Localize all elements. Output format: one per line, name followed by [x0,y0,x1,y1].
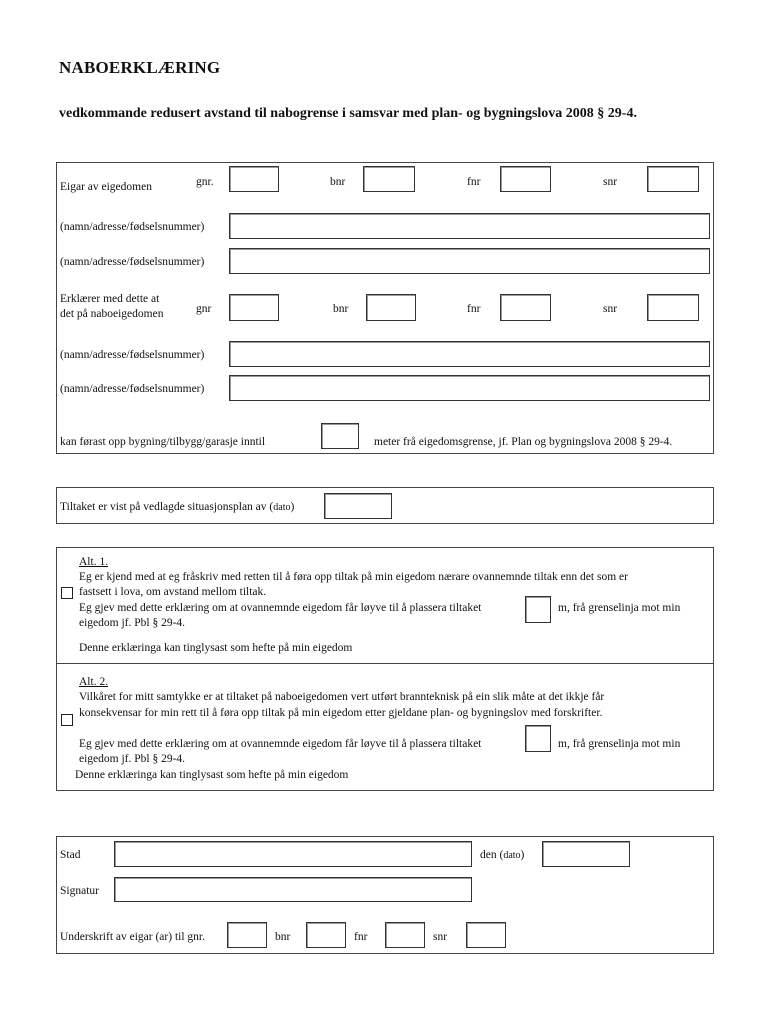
neighbour-gnr-input[interactable] [229,294,279,321]
distance-input[interactable] [321,423,359,449]
den-date-input[interactable] [542,841,630,867]
neighbour-fnr-input[interactable] [500,294,551,321]
alt1-line3: Eg gjev med dette erklæring om at ovannemnde eigedom får løyve til å plassera tiltaket [79,602,482,614]
neighbour-fnr-label: fnr [467,303,481,315]
siteplan-date-input[interactable] [324,493,392,519]
signatur-label: Signatur [60,885,99,897]
owner-name2-label: (namn/adresse/fødselsnummer) [60,256,205,268]
alt1-line2: fastsett i lova, om avstand mellom tiltak. [79,586,267,598]
alt2-distance-input[interactable] [525,725,551,752]
neighbour-bnr-label: bnr [333,303,349,315]
alt1-heading: Alt. 1. [79,556,109,568]
page-title: NABOERKLÆRING [59,58,221,77]
siteplan-text-main: Tiltaket er vist på vedlagde situasjonsplan av ( [60,501,274,513]
neighbour-name2-input[interactable] [229,375,710,401]
owner-name1-label: (namn/adresse/fødselsnummer) [60,221,205,233]
neighbour-gnr-label: gnr [196,303,212,315]
underskrift-fnr-input[interactable] [385,922,425,948]
neighbour-bnr-input[interactable] [366,294,416,321]
neighbour-name2-label: (namn/adresse/fødselsnummer) [60,383,205,395]
stad-label: Stad [60,849,81,861]
signatur-input[interactable] [114,877,472,902]
owner-bnr-input[interactable] [363,166,415,192]
distance-text-left: kan førast opp bygning/tilbygg/garasje inntil [60,436,266,448]
siteplan-text [60,500,294,515]
owner-fnr-label: fnr [467,176,481,188]
neighbour-name1-input[interactable] [229,341,710,367]
alt1-line3-right: m, frå grenselinja mot min [558,602,681,614]
den-dato: dato [503,850,521,861]
siteplan-close: ) [290,501,295,513]
stad-input[interactable] [114,841,472,867]
neighbour-snr-label: snr [603,303,618,315]
underskrift-bnr-input[interactable] [306,922,346,948]
alt2-line3-right: m, frå grenselinja mot min [558,738,681,750]
den-text: den ( [480,849,504,861]
alt1-checkbox[interactable] [61,587,73,599]
underskrift-snr-input[interactable] [466,922,506,948]
alt1-line5: Denne erklæringa kan tinglysast som hefte på min eigedom [79,642,353,654]
alt2-checkbox[interactable] [61,714,73,726]
den-label [480,848,524,863]
page-subtitle: vedkommande redusert avstand til nabogrense i samsvar med plan- og bygningslova 2008 § 29-4. [59,106,637,121]
alt2-line2: konsekvensar for min rett til å føra opp tiltak på min eigedom etter gjeldane plan- og bygningslov med forskrifter. [79,707,603,719]
owner-snr-label: snr [603,176,618,188]
owner-bnr-label: bnr [330,176,346,188]
owner-gnr-input[interactable] [229,166,279,192]
alt2-line3: Eg gjev med dette erklæring om at ovannemnde eigedom får løyve til å plassera tiltaket [79,738,482,750]
alt2-line4: eigedom jf. Pbl § 29-4. [79,753,186,765]
alt1-line4: eigedom jf. Pbl § 29-4. [79,617,186,629]
alt2-line1: Vilkåret for mitt samtykke er at tiltaket på naboeigedomen vert utført brannteknisk på ein slik måte at det ikkje får [79,691,605,703]
alt1-distance-input[interactable] [525,596,551,623]
den-close: ) [520,849,525,861]
alt2-heading: Alt. 2. [79,676,109,688]
distance-text-right: meter frå eigedomsgrense, jf. Plan og bygningslova 2008 § 29-4. [374,436,673,448]
owner-label: Eigar av eigedomen [60,181,152,193]
alt1-line1: Eg er kjend med at eg fråskriv med retten til å føra opp tiltak på min eigedom nærare ovannemnde tiltak enn det som er [79,571,628,583]
neighbour-snr-input[interactable] [647,294,699,321]
alternatives-divider [56,663,714,664]
neighbour-name1-label: (namn/adresse/fødselsnummer) [60,349,205,361]
owner-snr-input[interactable] [647,166,699,192]
owner-name2-input[interactable] [229,248,710,274]
siteplan-dato: dato [273,502,291,513]
underskrift-label: Underskrift av eigar (ar) til gnr. [60,931,205,943]
neighbour-label-line2: det på naboeigedomen [60,308,164,320]
owner-name1-input[interactable] [229,213,710,239]
underskrift-fnr-label: fnr [354,931,368,943]
owner-gnr-label: gnr. [196,176,214,188]
underskrift-snr-label: snr [433,931,448,943]
underskrift-gnr-input[interactable] [227,922,267,948]
alt2-line5: Denne erklæringa kan tinglysast som hefte på min eigedom [75,769,349,781]
neighbour-label-line1: Erklærer med dette at [60,293,160,305]
owner-fnr-input[interactable] [500,166,551,192]
underskrift-bnr-label: bnr [275,931,291,943]
